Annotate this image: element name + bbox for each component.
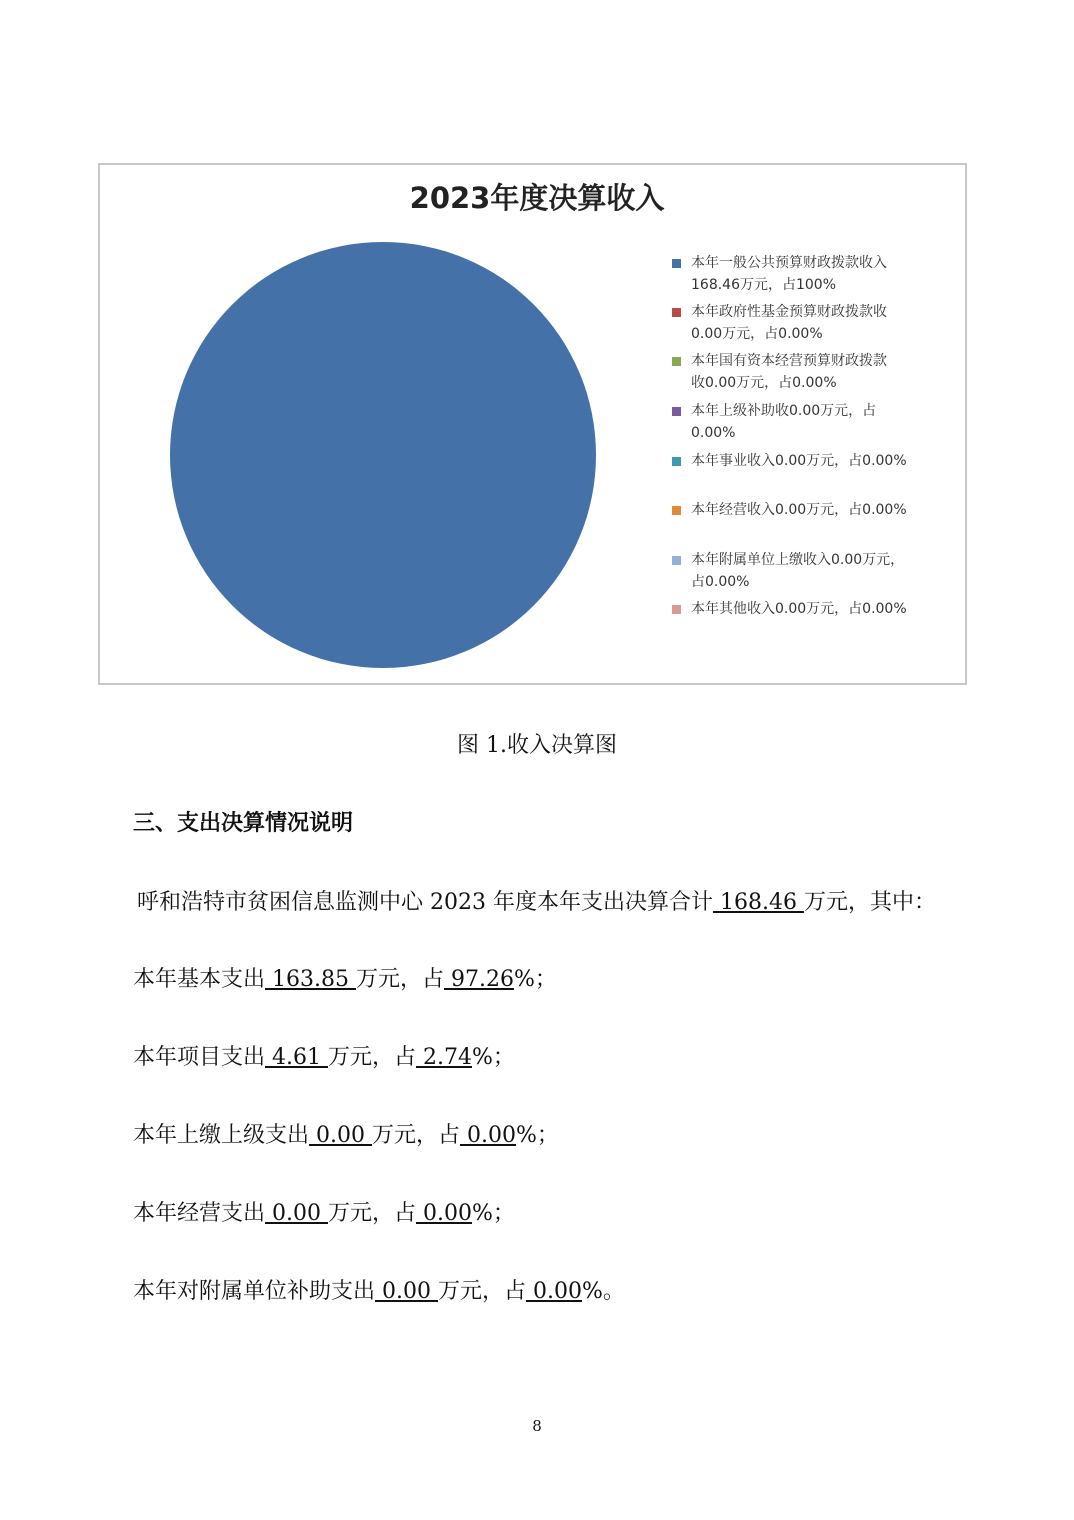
- legend-line-1: 本年附属单位上缴收入0.00万元，: [691, 552, 905, 568]
- chart-title: 2023年度决算收入: [409, 181, 665, 215]
- expense-label: 本年对附属单位补助支出: [133, 1279, 376, 1304]
- intro-text: 呼和浩特市贫困信息监测中心 2023 年度本年支出决算合计: [137, 890, 713, 915]
- intro-suffix: 万元，其中：: [803, 890, 936, 915]
- expense-label: 本年项目支出: [133, 1045, 266, 1070]
- legend-swatch: [672, 407, 681, 416]
- legend-line-2: 168.46万元，占100%: [691, 277, 837, 293]
- expense-label: 本年基本支出: [133, 967, 266, 992]
- legend-line-1: 本年上级补助收0.00万元，占: [691, 403, 877, 419]
- expense-unit: 万元，占: [355, 967, 444, 992]
- legend-line-2: 0.00%: [691, 425, 736, 441]
- pie-chart: [168, 240, 598, 670]
- expense-end: %。: [582, 1279, 625, 1304]
- legend-swatch: [672, 605, 681, 614]
- legend-item: [672, 499, 958, 521]
- legend-swatch: [672, 506, 681, 515]
- expense-amount: 4.61: [265, 1045, 328, 1070]
- expense-end: %；: [516, 1123, 559, 1148]
- legend-item: [672, 350, 958, 394]
- expense-percent: 97.26: [444, 967, 514, 992]
- expense-end: %；: [472, 1201, 515, 1226]
- legend-item: [672, 549, 958, 593]
- legend-line-2: 0.00万元，占0.00%: [691, 326, 823, 342]
- legend-line-1: 本年政府性基金预算财政拨款收: [691, 304, 887, 320]
- expense-unit: 万元，占: [328, 1045, 417, 1070]
- expense-amount: 0.00: [375, 1279, 438, 1304]
- legend-line-1: 本年经营收入0.00万元，占0.00%: [691, 502, 907, 518]
- expense-unit: 万元，占: [372, 1123, 461, 1148]
- expense-line-basic: [133, 962, 557, 993]
- legend-line-2: 占0.00%: [691, 574, 750, 590]
- expense-percent: 0.00: [460, 1123, 516, 1148]
- expense-end: %；: [472, 1045, 515, 1070]
- legend-swatch: [672, 556, 681, 565]
- expense-amount: 163.85: [265, 967, 356, 992]
- legend-item: [672, 598, 958, 620]
- legend-swatch: [672, 357, 681, 366]
- expense-percent: 0.00: [416, 1201, 472, 1226]
- pie-slice-general-budget: [170, 242, 596, 668]
- expense-line-upper: [133, 1118, 559, 1149]
- expense-amount: 0.00: [265, 1201, 328, 1226]
- legend-swatch: [672, 259, 681, 268]
- expense-line-operating: [133, 1196, 515, 1227]
- legend-item: [672, 450, 958, 472]
- page-number: 8: [532, 1417, 542, 1435]
- expense-line-project: [133, 1040, 515, 1071]
- legend-line-2: 收0.00万元，占0.00%: [691, 375, 837, 391]
- legend-line-1: 本年一般公共预算财政拨款收入: [691, 255, 887, 271]
- expense-line-subsidiary: [133, 1274, 625, 1305]
- legend-line-1: 本年其他收入0.00万元，占0.00%: [691, 601, 907, 617]
- section-heading: 三、支出决算情况说明: [133, 811, 354, 836]
- legend-item: [672, 400, 958, 444]
- legend-item: [672, 252, 958, 296]
- expense-unit: 万元，占: [438, 1279, 527, 1304]
- intro-amount: 168.46: [712, 890, 804, 915]
- legend-line-1: 本年事业收入0.00万元，占0.00%: [691, 453, 907, 469]
- legend-swatch: [672, 308, 681, 317]
- expense-percent: 2.74: [416, 1045, 472, 1070]
- expense-label: 本年上缴上级支出: [133, 1123, 310, 1148]
- expense-percent: 0.00: [526, 1279, 582, 1304]
- expense-end: %；: [513, 967, 557, 992]
- legend-item: [672, 301, 958, 345]
- legend-line-1: 本年国有资本经营预算财政拨款: [691, 353, 887, 369]
- figure-caption: 图 1.收入决算图: [457, 733, 617, 758]
- legend-swatch: [672, 457, 681, 466]
- intro-line: [137, 885, 936, 916]
- expense-label: 本年经营支出: [133, 1201, 266, 1226]
- expense-unit: 万元，占: [328, 1201, 417, 1226]
- expense-amount: 0.00: [309, 1123, 372, 1148]
